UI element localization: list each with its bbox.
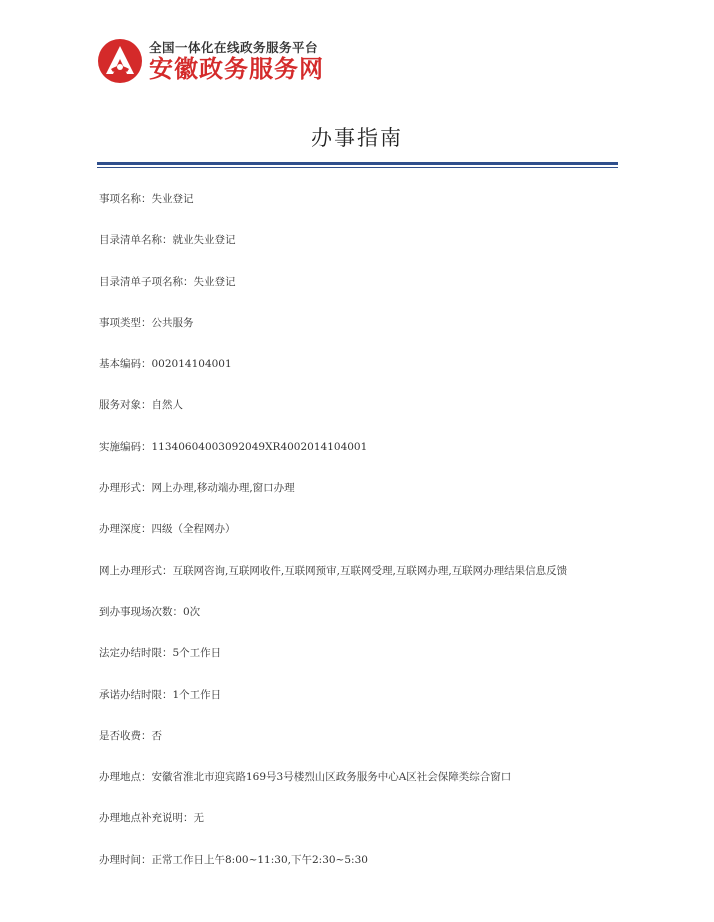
guide-field-list [99,192,619,894]
field-value: 5个工作日 [172,647,222,660]
guide-field-row [99,192,619,233]
title-divider-thin [97,167,618,168]
guide-field-row [99,564,619,605]
logo-text [149,40,324,83]
field-value: 1个工作日 [172,688,222,701]
field-label: 办理时间： [99,853,152,866]
field-label: 承诺办结时限： [99,688,173,701]
guide-field-row [99,729,619,770]
field-value: 自然人 [151,399,183,412]
field-label: 网上办理形式： [99,564,173,577]
guide-field-row [99,811,619,852]
guide-field-row [99,440,619,481]
guide-field-row [99,481,619,522]
site-logo [97,38,324,84]
guide-field-row [99,688,619,729]
guide-field-row [99,605,619,646]
field-value: 就业失业登记 [172,234,236,247]
field-value: 0次 [183,605,201,618]
document-title: 办事指南 [311,126,403,150]
anhui-government-logo-icon [97,38,143,84]
guide-field-row [99,398,619,439]
guide-field-row [99,275,619,316]
field-label: 服务对象： [99,399,152,412]
field-label: 办理深度： [99,523,152,536]
field-label: 办理地点： [99,771,152,784]
field-label: 办理地点补充说明： [99,812,194,825]
field-label: 实施编码： [99,440,152,453]
field-value: 失业登记 [193,275,236,288]
field-label: 是否收费： [99,729,152,742]
guide-field-row [99,853,619,894]
field-value: 互联网咨询,互联网收件,互联网预审,互联网受理,互联网办理,互联网办理结果信息反馈 [172,564,568,577]
field-label: 事项类型： [99,316,152,329]
field-value: 公共服务 [151,316,194,329]
guide-field-row [99,522,619,563]
field-label: 目录清单名称： [99,234,173,247]
field-value: 失业登记 [151,193,194,205]
field-value: 无 [193,812,204,825]
field-label: 基本编码： [99,358,152,371]
field-value: 11340604003092049XR4002014104001 [151,440,368,453]
field-value: 否 [151,729,162,742]
title-divider-thick [97,162,618,165]
field-label: 目录清单子项名称： [99,275,194,288]
field-label: 法定办结时限： [99,647,173,660]
guide-field-row [99,646,619,687]
field-label: 到办事现场次数： [99,605,183,618]
field-value: 安徽省淮北市迎宾路169号3号楼烈山区政务服务中心A区社会保障类综合窗口 [151,771,512,784]
field-label: 办理形式： [99,482,152,495]
guide-field-row [99,357,619,398]
guide-field-row [99,316,619,357]
guide-field-row [99,770,619,811]
field-value: 网上办理,移动端办理,窗口办理 [151,482,295,495]
guide-field-row [99,233,619,274]
field-value: 四级（全程网办） [151,523,236,536]
field-value: 正常工作日上午8:00~11:30,下午2:30~5:30 [151,853,368,866]
logo-title: 安徽政务服务网 [149,54,324,83]
logo-subtitle: 全国一体化在线政务服务平台 [149,39,319,55]
field-label: 事项名称： [99,193,152,205]
field-value: 002014104001 [151,358,232,371]
